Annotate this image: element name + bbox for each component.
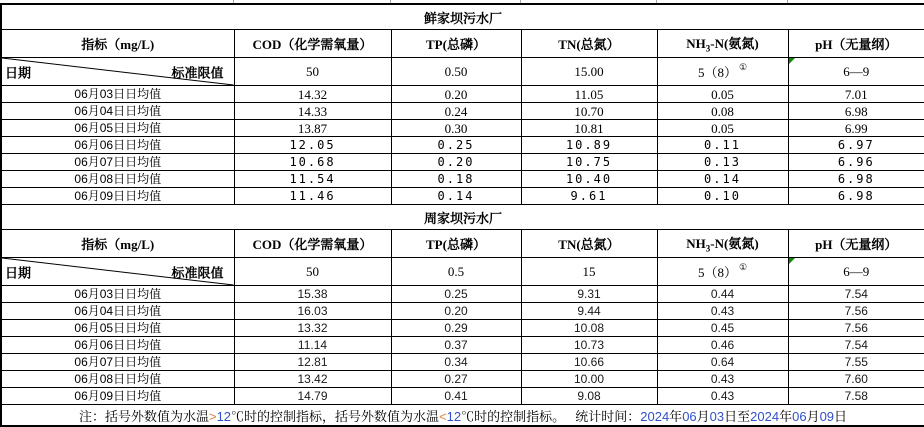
cod-value-cell[interactable]: 14.79 [234, 388, 391, 405]
date-cell[interactable]: 06月06日日均值 [1, 337, 234, 354]
plant-title[interactable]: 周家坝污水厂 [1, 205, 924, 230]
cod-value-cell[interactable]: 13.32 [234, 320, 391, 337]
daily-average-row [1, 371, 924, 388]
date-cell[interactable]: 06月05日日均值 [1, 320, 234, 337]
note-segment: 12 [446, 408, 462, 424]
nh3n-header-prefix: NH [686, 36, 706, 52]
note-segment: 2024 [750, 408, 780, 424]
tp-value-cell[interactable]: 0.34 [391, 354, 521, 371]
nh3-value-cell[interactable]: 0.11 [657, 137, 788, 154]
note-segment: 日 [834, 408, 848, 424]
cod-value-cell[interactable]: 14.33 [234, 103, 391, 120]
ph-limit-cell[interactable] [788, 58, 924, 86]
daily-average-row [1, 103, 924, 120]
daily-average-row [1, 388, 924, 405]
tn-limit-cell[interactable]: 15 [521, 258, 657, 286]
daily-average-row [1, 86, 924, 103]
nh3-value-cell[interactable]: 0.05 [657, 120, 788, 137]
tp-value-cell[interactable]: 0.41 [391, 388, 521, 405]
nh3n-header[interactable] [657, 30, 788, 58]
daily-average-row [1, 303, 924, 320]
tp-header[interactable]: TP(总磷） [391, 30, 521, 58]
tp-value-cell[interactable]: 0.25 [391, 137, 521, 154]
nh3n-header-subscript: 3 [705, 43, 711, 54]
nh3-value-cell[interactable]: 0.46 [657, 337, 788, 354]
cod-value-cell[interactable]: 16.03 [234, 303, 391, 320]
ph-limit-cell[interactable] [788, 258, 924, 286]
tn-value-cell[interactable]: 9.31 [521, 286, 657, 303]
cod-value-cell[interactable]: 13.87 [234, 120, 391, 137]
date-cell[interactable]: 06月04日日均值 [1, 103, 234, 120]
tn-value-cell[interactable]: 10.70 [521, 103, 657, 120]
date-cell[interactable]: 06月09日日均值 [1, 188, 234, 205]
indicator-header[interactable]: 指标（mg/L) [1, 30, 234, 58]
nh3-value-cell[interactable]: 0.64 [657, 354, 788, 371]
note-segment: 2024 [640, 408, 670, 424]
note-segment: > [208, 408, 217, 424]
date-cell[interactable]: 06月09日日均值 [1, 388, 234, 405]
ph-limit-value: 6—9 [843, 63, 870, 79]
tp-value-cell[interactable]: 0.18 [391, 171, 521, 188]
note-segment: 注：括号外数值为水温 [78, 408, 209, 424]
standard-limit-row [1, 58, 924, 86]
date-label: 日期 [5, 265, 32, 280]
gridline-stub-strip [0, 0, 924, 3]
standard-limit-row [1, 258, 924, 286]
plant-title-row [1, 205, 924, 230]
tp-value-cell[interactable]: 0.29 [391, 320, 521, 337]
ph-value-cell[interactable]: 7.01 [788, 86, 924, 103]
note-segment: < [439, 408, 447, 424]
comment-indicator-icon [789, 258, 795, 264]
tn-value-cell[interactable]: 10.40 [521, 171, 657, 188]
nh3n-header-suffix: -N(氨氮) [710, 36, 759, 52]
tp-value-cell[interactable]: 0.37 [391, 337, 521, 354]
tn-limit-cell[interactable]: 15.00 [521, 58, 657, 86]
water-quality-table [0, 3, 924, 427]
nh3-value-cell[interactable]: 0.14 [657, 171, 788, 188]
tp-value-cell[interactable]: 0.20 [391, 86, 521, 103]
cod-value-cell[interactable]: 12.05 [234, 137, 391, 154]
nh3n-header-suffix: -N(氨氮) [710, 236, 759, 252]
cod-value-cell[interactable]: 11.54 [234, 171, 391, 188]
nh3n-header-prefix: NH [686, 236, 706, 252]
ph-value-cell[interactable]: 7.54 [788, 286, 924, 303]
daily-average-row [1, 171, 924, 188]
plant-section-xianjiaba [1, 4, 924, 205]
tp-header[interactable]: TP(总磷） [391, 230, 521, 258]
tn-value-cell[interactable]: 9.08 [521, 388, 657, 405]
nh3-value-cell[interactable]: 0.10 [657, 188, 788, 205]
cod-value-cell[interactable]: 15.38 [234, 286, 391, 303]
cod-value-cell[interactable]: 11.14 [234, 337, 391, 354]
nh3n-header-subscript: 3 [705, 243, 711, 254]
date-indicator-corner-cell[interactable] [1, 58, 234, 86]
tn-value-cell[interactable]: 10.89 [521, 137, 657, 154]
tn-value-cell[interactable]: 10.81 [521, 120, 657, 137]
ph-value-cell[interactable]: 7.60 [788, 371, 924, 388]
daily-average-row [1, 354, 924, 371]
gridline-tick [656, 0, 657, 3]
daily-average-row [1, 337, 924, 354]
note-segment: 月 [806, 408, 820, 424]
ph-value-cell[interactable]: 7.55 [788, 354, 924, 371]
tn-value-cell[interactable]: 9.44 [521, 303, 657, 320]
tn-value-cell[interactable]: 10.75 [521, 154, 657, 171]
ph-value-cell[interactable]: 6.98 [788, 103, 924, 120]
plant-section-zhoujiaba [1, 205, 924, 405]
tn-value-cell[interactable]: 11.05 [521, 86, 657, 103]
footnote-marker: ① [738, 261, 748, 272]
note-segment: 06 [792, 408, 807, 424]
limit-label: 标准限值 [171, 65, 224, 80]
note-segment: 日至 [724, 408, 751, 424]
column-header-row [1, 230, 924, 258]
plant-title-row [1, 4, 924, 30]
tn-header[interactable]: TN(总氮） [521, 30, 657, 58]
tp-value-cell[interactable]: 0.20 [391, 303, 521, 320]
comment-indicator-icon [789, 58, 795, 64]
ph-value-cell[interactable]: 6.96 [788, 154, 924, 171]
footer-section [1, 405, 924, 427]
date-label: 日期 [5, 65, 32, 80]
tp-value-cell[interactable]: 0.25 [391, 286, 521, 303]
date-cell[interactable]: 06月06日日均值 [1, 137, 234, 154]
tn-value-cell[interactable]: 10.66 [521, 354, 657, 371]
date-cell[interactable]: 06月08日日均值 [1, 371, 234, 388]
nh3n-limit-cell[interactable] [657, 258, 788, 286]
cod-header[interactable]: COD（化学需氧量） [234, 30, 391, 58]
tp-limit-cell[interactable]: 0.5 [391, 258, 521, 286]
nh3-value-cell[interactable]: 0.44 [657, 286, 788, 303]
nh3-value-cell[interactable]: 0.05 [657, 86, 788, 103]
column-header-row [1, 30, 924, 58]
daily-average-row [1, 154, 924, 171]
daily-average-row [1, 320, 924, 337]
footnote-marker: ① [738, 61, 748, 72]
cod-value-cell[interactable]: 12.81 [234, 354, 391, 371]
date-cell[interactable]: 06月07日日均值 [1, 354, 234, 371]
nh3-value-cell[interactable]: 0.43 [657, 303, 788, 320]
note-segment: 03 [709, 408, 725, 424]
daily-average-row [1, 286, 924, 303]
note-segment: 年 [669, 408, 683, 424]
cod-header[interactable]: COD（化学需氧量） [234, 230, 391, 258]
cod-value-cell[interactable]: 10.68 [234, 154, 391, 171]
ph-value-cell[interactable]: 6.98 [788, 188, 924, 205]
ph-header[interactable]: pH（无量纲） [788, 30, 924, 58]
tp-value-cell[interactable]: 0.24 [391, 103, 521, 120]
tp-value-cell[interactable]: 0.27 [391, 371, 521, 388]
nh3n-limit-value: 5（8） [697, 265, 737, 280]
note-segment: 09 [819, 408, 835, 424]
daily-average-row [1, 137, 924, 154]
gridline-tick [390, 0, 391, 3]
date-cell[interactable]: 06月08日日均值 [1, 171, 234, 188]
tn-value-cell[interactable]: 10.73 [521, 337, 657, 354]
tp-limit-cell[interactable]: 0.50 [391, 58, 521, 86]
limit-label: 标准限值 [171, 265, 224, 280]
cod-limit-cell[interactable]: 50 [234, 258, 391, 286]
tn-value-cell[interactable]: 10.08 [521, 320, 657, 337]
nh3-value-cell[interactable]: 0.13 [657, 154, 788, 171]
nh3n-limit-cell[interactable] [657, 58, 788, 86]
note-segment: 月 [696, 408, 710, 424]
ph-value-cell[interactable]: 6.98 [788, 171, 924, 188]
date-cell[interactable]: 06月05日日均值 [1, 120, 234, 137]
date-cell[interactable]: 06月03日日均值 [1, 286, 234, 303]
tp-value-cell[interactable]: 0.14 [391, 188, 521, 205]
nh3n-limit-value: 5（8） [697, 65, 737, 80]
plant-title[interactable]: 鲜家坝污水厂 [1, 4, 924, 30]
ph-value-cell[interactable]: 7.54 [788, 337, 924, 354]
date-cell[interactable]: 06月07日日均值 [1, 154, 234, 171]
cod-value-cell[interactable]: 11.46 [234, 188, 391, 205]
tn-value-cell[interactable]: 10.00 [521, 371, 657, 388]
note-segment: 12 [216, 408, 232, 424]
tn-value-cell[interactable]: 9.61 [521, 188, 657, 205]
tp-value-cell[interactable]: 0.20 [391, 154, 521, 171]
gridline-tick [787, 0, 788, 3]
nh3-value-cell[interactable]: 0.43 [657, 388, 788, 405]
ph-value-cell[interactable]: 7.56 [788, 303, 924, 320]
ph-value-cell[interactable]: 6.99 [788, 120, 924, 137]
date-cell[interactable]: 06月03日日均值 [1, 86, 234, 103]
ph-value-cell[interactable]: 6.97 [788, 137, 924, 154]
cod-value-cell[interactable]: 14.32 [234, 86, 391, 103]
ph-limit-value: 6—9 [843, 263, 870, 279]
gridline-tick [520, 0, 521, 3]
ph-value-cell[interactable]: 7.56 [788, 320, 924, 337]
note-text [79, 409, 847, 424]
note-segment: ℃时的控制指标，括号外数值为水温 [231, 408, 440, 424]
tp-value-cell[interactable]: 0.30 [391, 120, 521, 137]
cod-limit-cell[interactable]: 50 [234, 58, 391, 86]
nh3-value-cell[interactable]: 0.43 [657, 371, 788, 388]
note-segment: 06 [682, 408, 697, 424]
daily-average-row [1, 120, 924, 137]
cod-value-cell[interactable]: 13.42 [234, 371, 391, 388]
ph-value-cell[interactable]: 7.58 [788, 388, 924, 405]
tn-header[interactable]: TN(总氮） [521, 230, 657, 258]
nh3-value-cell[interactable]: 0.45 [657, 320, 788, 337]
daily-average-row [1, 188, 924, 205]
note-row [1, 405, 924, 427]
note-cell[interactable] [1, 405, 924, 427]
indicator-header[interactable]: 指标（mg/L) [1, 230, 234, 258]
ph-header[interactable]: pH（无量纲） [788, 230, 924, 258]
note-segment: 年 [779, 408, 793, 424]
nh3-value-cell[interactable]: 0.08 [657, 103, 788, 120]
gridline-tick [233, 0, 234, 3]
date-cell[interactable]: 06月04日日均值 [1, 303, 234, 320]
nh3n-header[interactable] [657, 230, 788, 258]
date-indicator-corner-cell[interactable] [1, 258, 234, 286]
note-segment: ℃时的控制指标。 统计时间： [461, 408, 641, 424]
